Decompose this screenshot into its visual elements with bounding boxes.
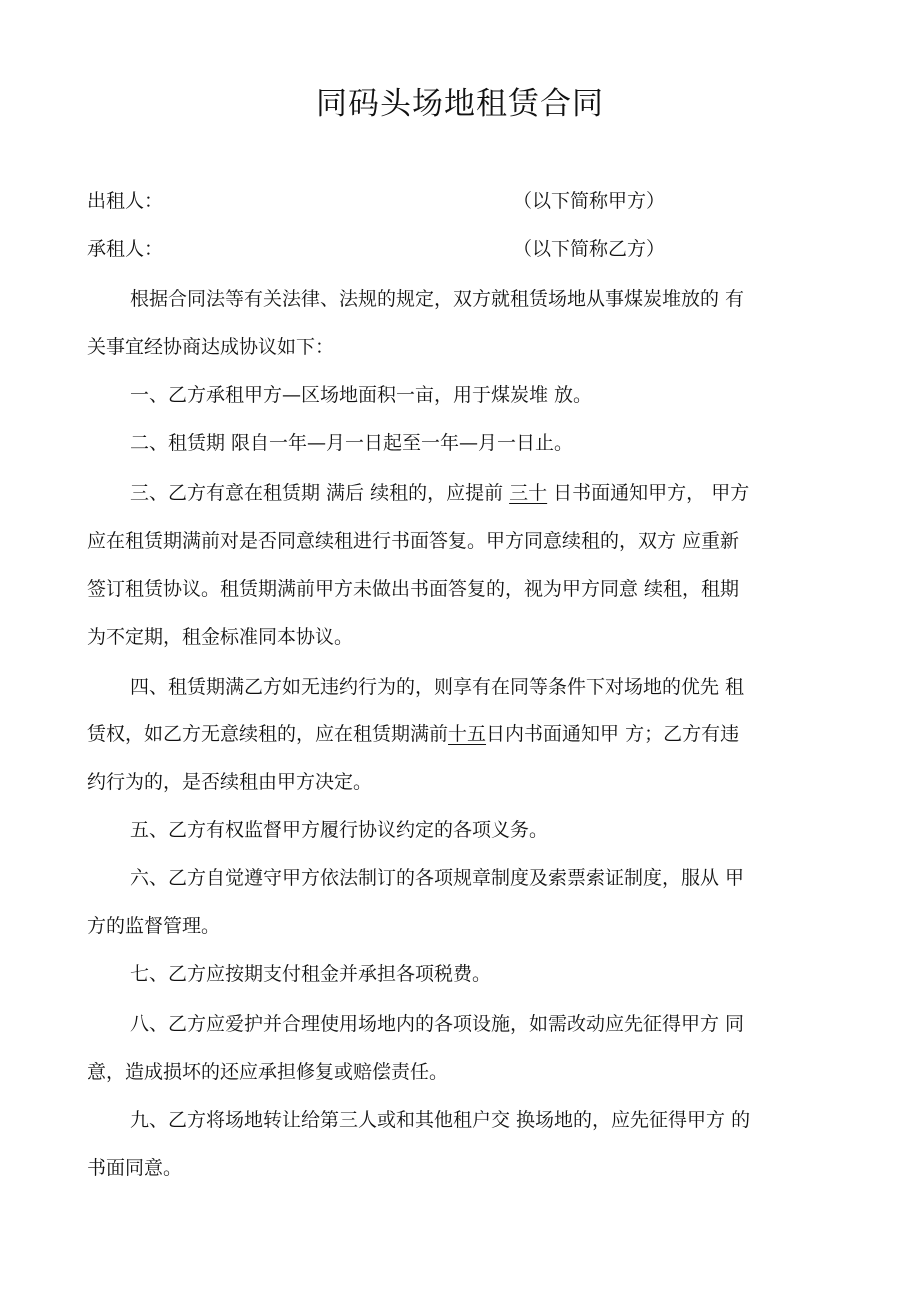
clause-4-notice-days: 十五 (448, 723, 487, 745)
clause-8-line-2: 意，造成损坏的还应承担修复或赔偿责任。 (87, 1061, 449, 1083)
clause-2: 二、租赁期 限自一年—月一日起至一年—月一日止。 (130, 432, 574, 454)
lessee-line (87, 234, 847, 264)
clause-4-line-1: 四、租赁期满乙方如无违约行为的，则享有在同等条件下对场地的优先 租 (130, 676, 745, 698)
clause-4-text-b: 日内书面通知甲 方；乙方有违 (486, 723, 740, 745)
clause-1: 一、乙方承租甲方—区场地面积一亩，用于煤炭堆 放。 (130, 384, 593, 406)
clause-3-line-1 (130, 478, 749, 505)
clause-9-line-1: 九、乙方将场地转让给第三人或和其他租户交 换场地的，应先征得甲方 的 (130, 1109, 751, 1131)
document-title: 同码头场地租赁合同 (316, 86, 604, 122)
lessor-note: （以下简称甲方） (513, 190, 666, 212)
clause-4-line-2 (87, 719, 739, 746)
clause-4-line-3: 约行为的，是否续租由甲方决定。 (87, 771, 373, 793)
clause-3-line-4: 为不定期，租金标准同本协议。 (87, 626, 354, 648)
clause-6-line-2: 方的监督管理。 (87, 915, 221, 937)
clause-3-text-b: 日书面通知甲方， 甲方 (547, 482, 750, 504)
lessee-label: 承租人： (87, 238, 164, 260)
clause-4-text-a: 赁权，如乙方无意续租的，应在租赁期满前 (87, 723, 449, 745)
lessee-note: （以下简称乙方） (513, 238, 666, 260)
lessor-line (87, 186, 847, 216)
preamble-line-1: 根据合同法等有关法律、法规的规定，双方就租赁场地从事煤炭堆放的 有 (130, 288, 745, 310)
clause-8-line-1: 八、乙方应爱护并合理使用场地内的各项设施，如需改动应先征得甲方 同 (130, 1013, 745, 1035)
clause-3-line-2: 应在租赁期满前对是否同意续租进行书面答复。甲方同意续租的，双方 应重新 (87, 530, 740, 552)
clause-9-line-2: 书面同意。 (87, 1157, 183, 1179)
lessor-label: 出租人： (87, 190, 164, 212)
clause-3-text-a: 三、乙方有意在租赁期 满后 续租的，应提前 (130, 482, 510, 504)
clause-7: 七、乙方应按期支付租金并承担各项税费。 (130, 963, 492, 985)
clause-3-line-3: 签订租赁协议。租赁期满前甲方未做出书面答复的，视为甲方同意 续租，租期 (87, 578, 740, 600)
clause-3-notice-days: 三十 (509, 482, 548, 504)
clause-5: 五、乙方有权监督甲方履行协议约定的各项义务。 (130, 819, 549, 841)
clause-6-line-1: 六、乙方自觉遵守甲方依法制订的各项规章制度及索票索证制度，服从 甲 (130, 867, 745, 889)
preamble-line-2: 关事宜经协商达成协议如下： (87, 336, 335, 358)
